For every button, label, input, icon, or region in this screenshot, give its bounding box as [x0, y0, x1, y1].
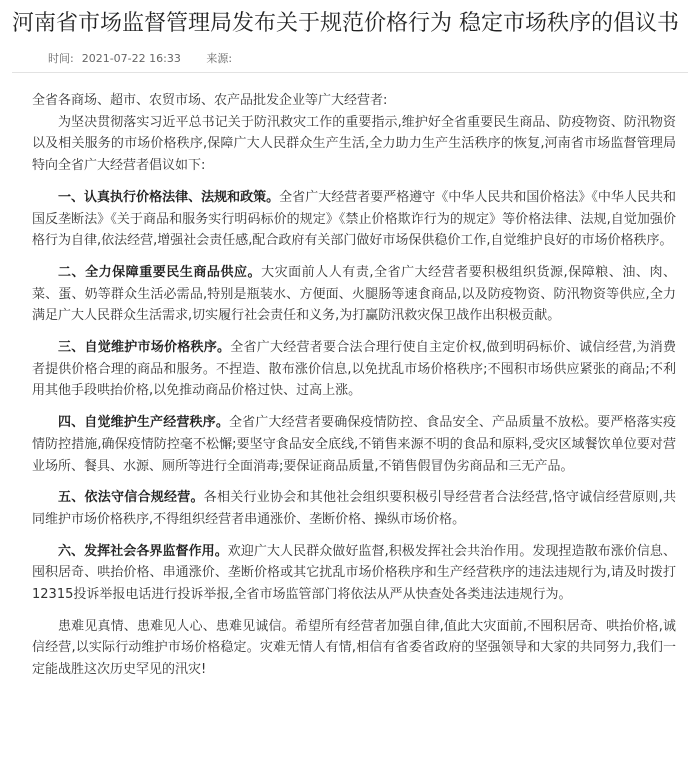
item-heading-5: 五、依法守信合规经营。: [58, 490, 204, 506]
closing-paragraph: 患难见真情、患难见人心、患难见诚信。希望所有经营者加强自律,值此大灾面前,不囤积居奇、哄抬价格,诚信经营,以实际行动维护市场价格稳定。灾难无情人有情,相信有省委省政府的坚强领导和大家的共同努力,我们一定能战胜这次历史罕见的汛灾!: [32, 618, 676, 678]
title-divider: [12, 72, 688, 73]
article-body: [32, 90, 676, 691]
item-text-2: 大灾面前人人有责,全省广大经营者要积极组织货源,保障粮、油、肉、菜、蛋、奶等群众生活必需品,特别是瓶装水、方便面、火腿肠等速食商品,以及防疫物资、防汛物资等供应,全力满足广大人民群众生活需求,切实履行社会责任和义务,为打赢防汛救灾保卫战作出积极贡献。: [32, 264, 676, 324]
item-heading-2: 二、全力保障重要民生商品供应。: [58, 264, 262, 280]
item-text-1: 全省广大经营者要严格遵守《中华人民共和国价格法》《中华人民共和国反垄断法》《关于商品和服务实行明码标价的规定》《禁止价格欺诈行为的规定》等价格法律、法规,自觉加强价格行为自律,依法经营,增强社会责任感,配合政府有关部门做好市场保供稳价工作,自觉维护良好的市场价格秩序。: [32, 189, 676, 249]
article-meta: [48, 50, 240, 66]
item-text-5: 各相关行业协会和其他社会组织要积极引导经营者合法经营,恪守诚信经营原则,共同维护市场价格秩序,不得组织经营者串通涨价、垄断价格、操纵市场价格。: [32, 490, 676, 527]
salutation: 全省各商场、超市、农贸市场、农产品批发企业等广大经营者:: [32, 93, 388, 108]
item-heading-4: 四、自觉维护生产经营秩序。: [58, 415, 229, 431]
item-heading-6: 六、发挥社会各界监督作用。: [58, 543, 228, 559]
item-paragraph-2: [32, 262, 676, 327]
item-heading-1: 一、认真执行价格法律、法规和政策。: [58, 189, 280, 205]
item-heading-3: 三、自觉维护市场价格秩序。: [58, 340, 231, 356]
item-paragraph-5: [32, 487, 676, 530]
item-text-6: 欢迎广大人民群众做好监督,积极发挥社会共治作用。发现捏造散布涨价信息、囤积居奇、哄抬价格、串通涨价、垄断价格或其它扰乱市场价格秩序和生产经营秩序的违法违规行为,请及时拨打12315投诉举报电话进行投诉举报,全省市场监管部门将依法从严从快查处各类违法违规行为。: [32, 543, 676, 603]
item-paragraph-3: [32, 337, 676, 402]
item-text-4: 全省广大经营者要确保疫情防控、食品安全、产品质量不放松。要严格落实疫情防控措施,确保疫情防控毫不松懈;要坚守食品安全底线,不销售来源不明的食品和原料,受灾区域餐饮单位要对营业场所、餐具、水源、厕所等进行全面消毒;要保证商品质量,不销售假冒伪劣商品和三无产品。: [32, 415, 676, 474]
intro-paragraph: 为坚决贯彻落实习近平总书记关于防汛救灾工作的重要指示,维护好全省重要民生商品、防疫物资、防汛物资以及相关服务的市场价格秩序,保障广大人民群众生产生活,全力助力生产生活秩序的恢复,河南省市场监督管理局特向全省广大经营者倡议如下:: [32, 114, 676, 174]
item-paragraph-4: [32, 412, 676, 477]
time-label: 时间:: [48, 52, 74, 65]
source-label: 来源:: [206, 52, 233, 65]
time-value: 2021-07-22 16:33: [81, 52, 181, 65]
item-paragraph-1: [32, 187, 676, 252]
item-text-3: 全省广大经营者要合法合理行使自主定价权,做到明码标价、诚信经营,为消费者提供价格合理的商品和服务。不捏造、散布涨价信息,以免扰乱市场价格秩序;不囤积市场供应紧张的商品;不利用其他手段哄抬价格,以免推动商品价格过快、过高上涨。: [32, 340, 676, 399]
page-title: 河南省市场监督管理局发布关于规范价格行为 稳定市场秩序的倡议书: [12, 11, 679, 36]
item-paragraph-6: [32, 541, 676, 606]
